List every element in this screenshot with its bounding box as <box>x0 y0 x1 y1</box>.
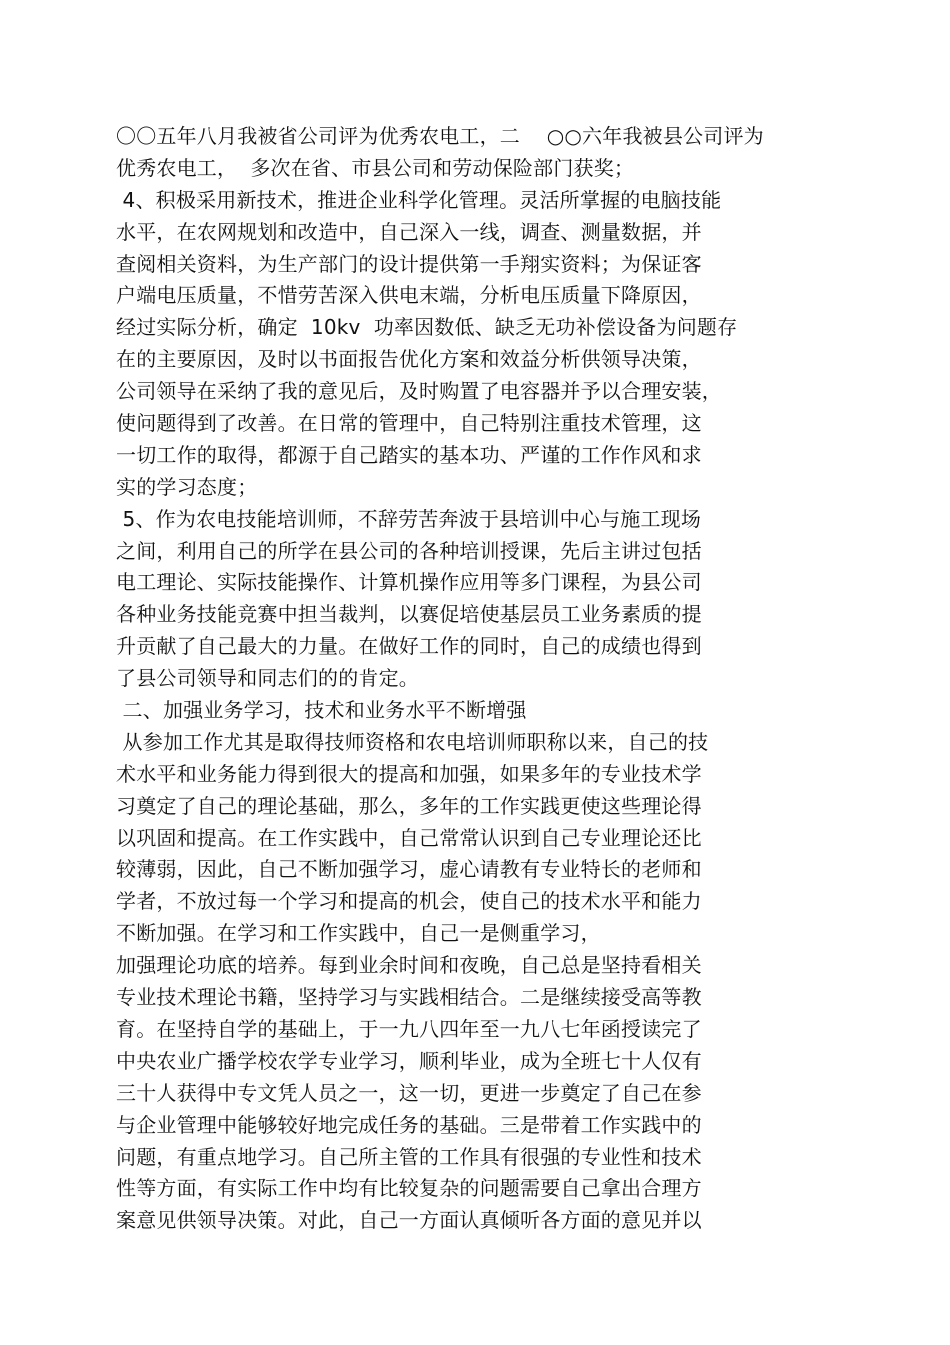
text-line: 5、作为农电技能培训师，不辞劳苦奔波于县培训中心与施工现场 <box>116 506 702 531</box>
text-line: 公司领导在采纳了我的意见后，及时购置了电容器并予以合理安装， <box>116 379 722 404</box>
text-line: 加强理论功底的培养。每到业余时间和夜晚，自己总是坚持看相关 <box>116 953 702 978</box>
text-line: 了县公司领导和同志们的的肯定。 <box>116 666 419 691</box>
text-line: 升贡献了自己最大的力量。在做好工作的同时，自己的成绩也得到 <box>116 634 702 659</box>
text-line: 术水平和业务能力得到很大的提高和加强，如果多年的专业技术学 <box>116 761 702 786</box>
text-line: 电工理论、实际技能操作、计算机操作应用等多门课程，为县公司 <box>116 570 702 595</box>
document-body <box>116 121 836 1237</box>
text-line: 各种业务技能竞赛中担当裁判，以赛促培使基层员工业务素质的提 <box>116 602 702 627</box>
text-line: 一切工作的取得，都源于自己踏实的基本功、严谨的工作作风和求 <box>116 442 702 467</box>
text-line: 经过实际分析，确定 10kv 功率因数低、缺乏无功补偿设备为问题存 <box>116 315 738 340</box>
text-line: 查阅相关资料，为生产部门的设计提供第一手翔实资料；为保证客 <box>116 251 702 276</box>
text-line: 从参加工作尤其是取得技师资格和农电培训师职称以来，自己的技 <box>116 729 709 754</box>
text-line: 中央农业广播学校农学专业学习，顺利毕业，成为全班七十人仅有 <box>116 1048 702 1073</box>
text-line: 习奠定了自己的理论基础，那么，多年的工作实践更使这些理论得 <box>116 793 702 818</box>
text-line: 〇〇五年八月我被省公司评为优秀农电工，二 ○○六年我被县公司评为 <box>116 124 764 148</box>
text-line: 在的主要原因，及时以书面报告优化方案和效益分析供领导决策， <box>116 347 702 372</box>
text-line: 三十人获得中专文凭人员之一，这一切，更进一步奠定了自己在参 <box>116 1080 702 1105</box>
text-line: 较薄弱，因此，自己不断加强学习，虚心请教有专业特长的老师和 <box>116 857 702 882</box>
text-line: 问题，有重点地学习。自己所主管的工作具有很强的专业性和技术 <box>116 1144 702 1169</box>
text-line: 专业技术理论书籍，坚持学习与实践相结合。二是继续接受高等教 <box>116 985 702 1010</box>
text-line: 使问题得到了改善。在日常的管理中，自己特别注重技术管理，这 <box>116 411 702 436</box>
text-line: 不断加强。在学习和工作实践中，自己一是侧重学习， <box>116 921 601 946</box>
text-line: 之间，利用自己的所学在县公司的各种培训授课，先后主讲过包括 <box>116 538 702 563</box>
section-heading: 二、加强业务学习，技术和业务水平不断增强 <box>116 698 527 723</box>
text-line: 与企业管理中能够较好地完成任务的基础。三是带着工作实践中的 <box>116 1112 702 1137</box>
text-line: 户端电压质量，不惜劳苦深入供电末端，分析电压质量下降原因， <box>116 283 702 308</box>
text-line: 水平，在农网规划和改造中，自己深入一线，调查、测量数据，并 <box>116 219 702 244</box>
text-line: 学者，不放过每一个学习和提高的机会，使自己的技术水平和能力 <box>116 889 702 914</box>
text-line: 以巩固和提高。在工作实践中，自己常常认识到自己专业理论还比 <box>116 825 702 850</box>
text-line: 育。在坚持自学的基础上，于一九八四年至一九八七年函授读完了 <box>116 1016 702 1041</box>
text-line: 案意见供领导决策。对此，自己一方面认真倾听各方面的意见并以 <box>116 1208 702 1233</box>
text-line: 4、积极采用新技术，推进企业科学化管理。灵活所掌握的电脑技能 <box>116 187 722 212</box>
text-line: 性等方面，有实际工作中均有比较复杂的问题需要自己拿出合理方 <box>116 1176 702 1201</box>
text-line: 实的学习态度； <box>116 474 258 499</box>
text-line: 优秀农电工， 多次在省、市县公司和劳动保险部门获奖； <box>116 155 635 180</box>
